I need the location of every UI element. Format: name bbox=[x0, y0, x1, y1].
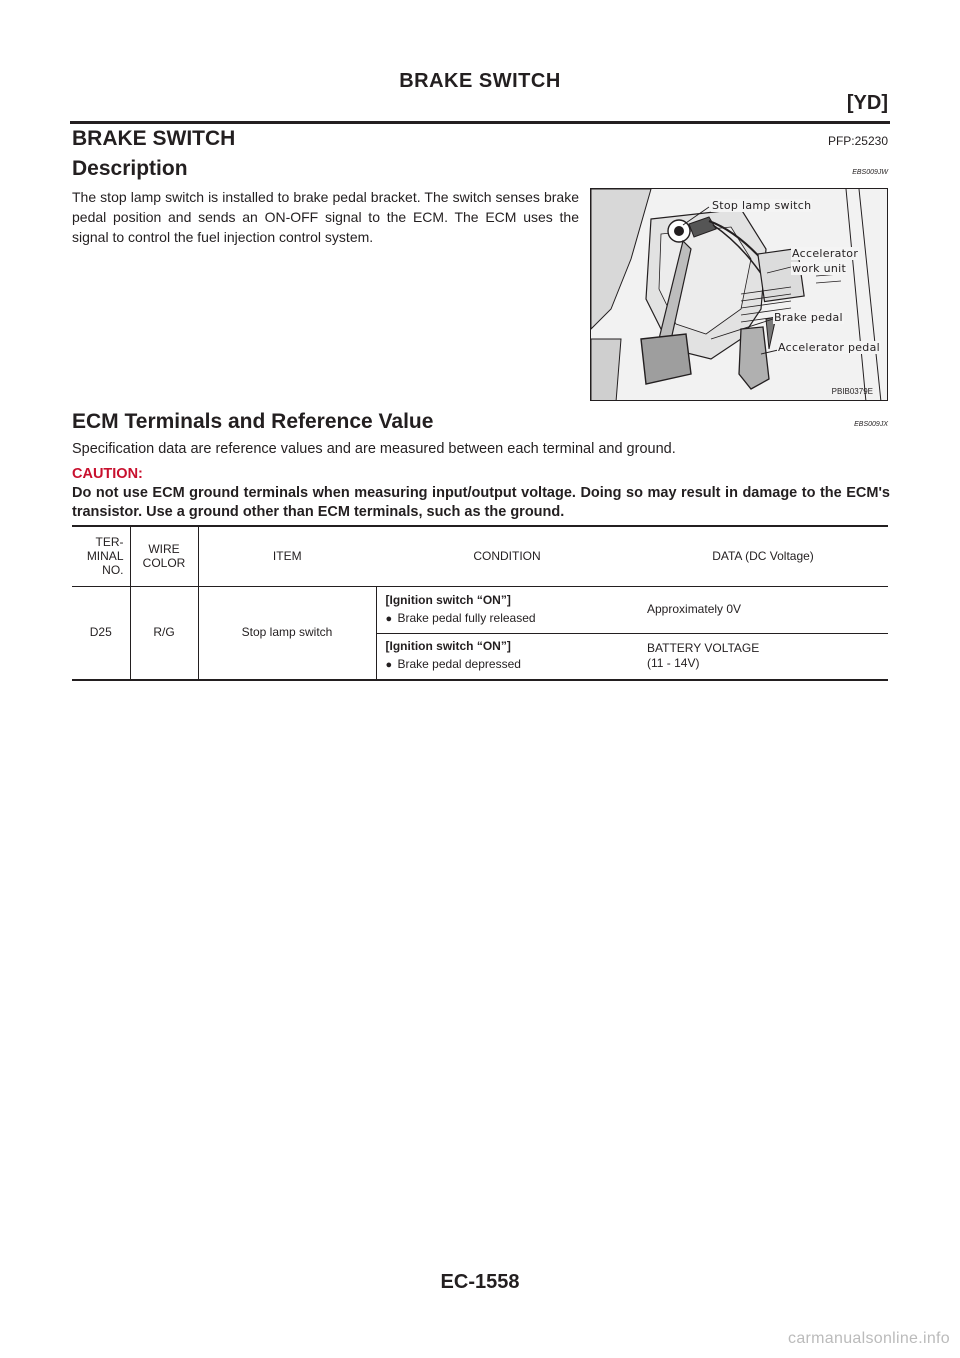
page-header-title: BRAKE SWITCH bbox=[399, 70, 561, 92]
header-item: ITEM bbox=[198, 526, 376, 586]
header-wire-line2: COLOR bbox=[142, 556, 186, 571]
cell-condition-1 bbox=[376, 586, 638, 633]
cell-data-1 bbox=[638, 586, 888, 633]
brake-pedal-figure bbox=[590, 188, 888, 401]
header-data: DATA (DC Voltage) bbox=[638, 526, 888, 586]
caution-text: Do not use ECM ground terminals when measuring input/output voltage. Doing so may result in damage to the ECM's transistor. Use a ground other than ECM terminals, such as the ground. bbox=[72, 485, 890, 520]
description-title: Description bbox=[72, 157, 188, 180]
section-code: PFP:25230 bbox=[827, 134, 888, 148]
header-terminal-line2: MINAL bbox=[86, 549, 124, 564]
header-wire-line1: WIRE bbox=[148, 542, 180, 557]
condition-1-head: [Ignition switch “ON”] bbox=[385, 592, 511, 607]
header-rule bbox=[70, 121, 890, 124]
section-title: BRAKE SWITCH bbox=[72, 127, 236, 150]
condition-2-bullet: Brake pedal depressed bbox=[397, 657, 521, 672]
header-terminal-line3: NO. bbox=[102, 563, 124, 578]
cell-data-2 bbox=[638, 633, 888, 680]
ecm-terminal-table bbox=[72, 525, 888, 681]
cell-item: Stop lamp switch bbox=[198, 586, 376, 680]
table-row bbox=[72, 586, 888, 633]
figure-id: PBIB0379E bbox=[831, 387, 873, 396]
caution-label: CAUTION: bbox=[72, 466, 143, 482]
header-terminal bbox=[72, 526, 130, 586]
header-wire-color bbox=[130, 526, 198, 586]
table-header-row bbox=[72, 526, 888, 586]
header-terminal-line1: TER- bbox=[95, 535, 124, 550]
label-accelerator-pedal: Accelerator pedal bbox=[778, 341, 880, 354]
bullet-icon: ● bbox=[385, 612, 393, 625]
condition-1-bullet: Brake pedal fully released bbox=[397, 610, 536, 625]
data-1-value: Approximately 0V bbox=[647, 602, 742, 616]
figure-illustration bbox=[591, 189, 888, 401]
bullet-icon: ● bbox=[385, 659, 393, 672]
condition-2-head: [Ignition switch “ON”] bbox=[385, 639, 511, 654]
engine-tag: [YD] bbox=[846, 92, 888, 114]
spec-text: Specification data are reference values and are measured between each terminal and ground. bbox=[72, 441, 676, 457]
label-accelerator: Accelerator bbox=[792, 247, 859, 260]
label-brake-pedal: Brake pedal bbox=[774, 311, 843, 324]
page-number: EC-1558 bbox=[440, 1271, 520, 1293]
ecm-section-code: EBS009JX bbox=[854, 421, 888, 428]
description-code: EBS009JW bbox=[852, 169, 888, 176]
watermark: carmanualsonline.info bbox=[788, 1330, 950, 1347]
data-2-line1: BATTERY VOLTAGE bbox=[647, 641, 760, 656]
cell-terminal: D25 bbox=[72, 586, 130, 680]
ecm-section-title: ECM Terminals and Reference Value bbox=[72, 410, 434, 433]
header-condition: CONDITION bbox=[376, 526, 638, 586]
cell-condition-2 bbox=[376, 633, 638, 680]
label-stop-lamp-switch: Stop lamp switch bbox=[712, 199, 812, 212]
description-text: The stop lamp switch is installed to brake pedal bracket. The switch senses brake pedal position and sends an ON-OFF signal to the ECM. The ECM uses the signal to control the fuel injection control system. bbox=[72, 189, 579, 245]
data-2-line2: (11 - 14V) bbox=[647, 656, 700, 671]
cell-wire-color: R/G bbox=[130, 586, 198, 680]
label-work-unit: work unit bbox=[792, 262, 847, 275]
